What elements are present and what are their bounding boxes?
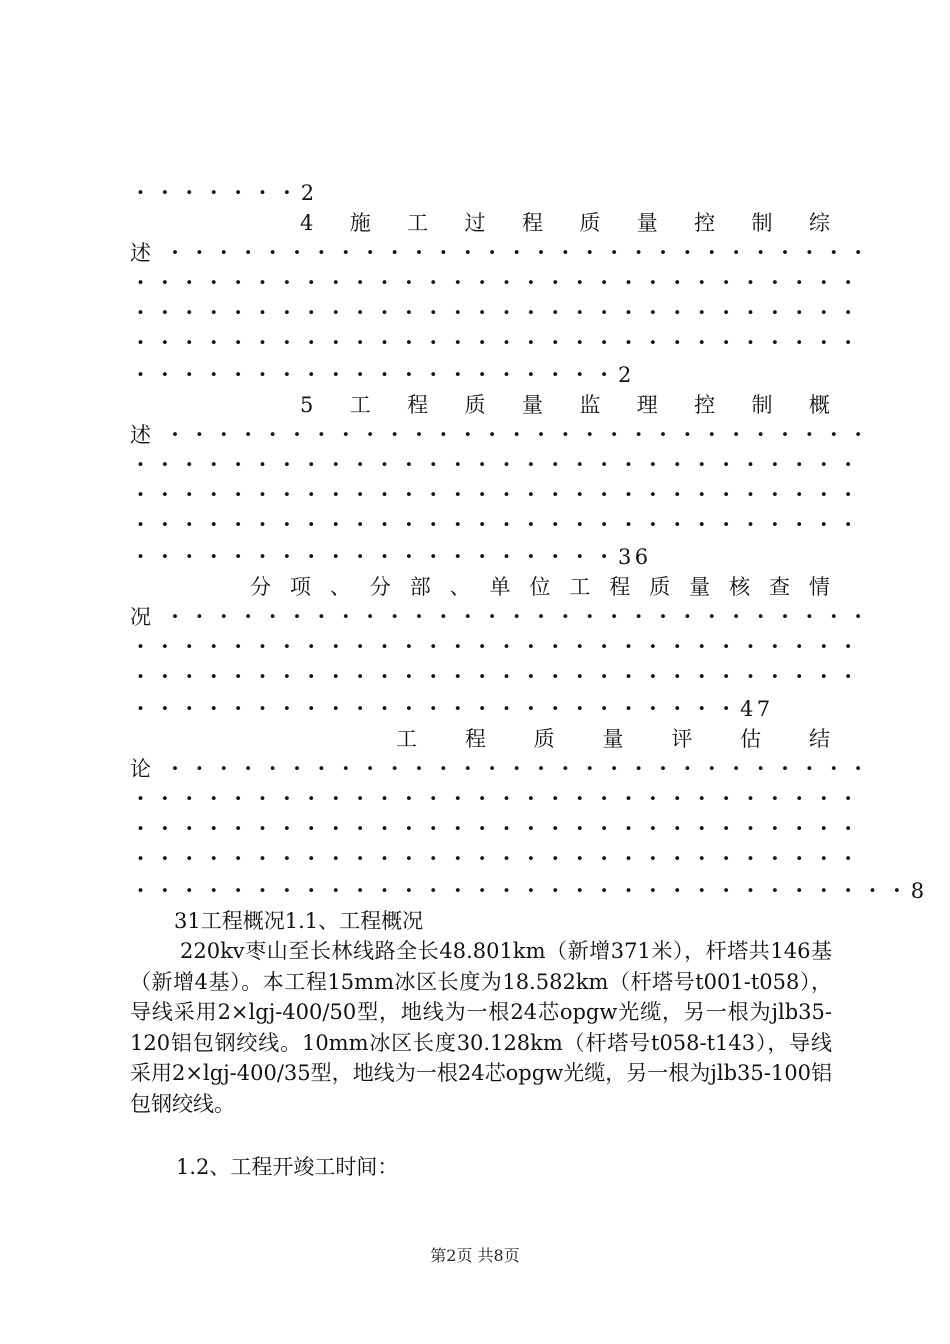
- toc-entry-4-title[interactable]: [300, 208, 830, 238]
- toc-title-char: 控: [694, 211, 716, 235]
- toc-row-tail: ・・・・・・・2: [130, 181, 318, 205]
- toc-dot-leader: ・・・・・・・・・・・・・・・・・・・・・・・・・・・・・・: [130, 513, 862, 537]
- toc-entry-6-continuation: 况 ・・・・・・・・・・・・・・・・・・・・・・・・・・・・・: [130, 605, 873, 629]
- toc-title-char: 4: [300, 211, 314, 235]
- toc-title-char: 项: [289, 575, 311, 599]
- toc-title-char: 核: [729, 575, 751, 599]
- toc-title-char: 综: [808, 211, 830, 235]
- toc-title-char: 工: [407, 211, 429, 235]
- toc-title-char: 估: [740, 727, 762, 751]
- toc-title-char: 控: [694, 393, 716, 417]
- toc-title-char: 监: [579, 393, 601, 417]
- toc-dot-leader: ・・・・・・・・・・・・・・・・・・・・・・・・・・・・・・: [130, 271, 862, 295]
- project-overview-paragraph: 220kv枣山至长林线路全长48.801km（新增371米），杆塔共146基（新增4基）。本工程15mm冰区长度为18.582km（杆塔号t001-t058），导线采用2×lgj-400/50型，地线为一根24芯opgw光缆，另一根为jlb35-120铝包钢绞线。10mm冰区长度30.128km（杆塔号t058-t143），导线采用2×lgj-400/35型，地线为一根24芯opgw光缆，另一根为jlb35-100铝包钢绞线。: [130, 939, 832, 1116]
- toc-title-char: 、: [329, 575, 351, 599]
- toc-title-char: 评: [671, 727, 693, 751]
- toc-title-char: 结: [808, 727, 830, 751]
- toc-dot-leader: ・・・・・・・・・・・・・・・・・・・・・・・・・・・・・・: [130, 665, 862, 689]
- toc-title-char: 量: [689, 575, 711, 599]
- toc-title-char: 施: [349, 211, 371, 235]
- toc-title-char: 程: [609, 575, 631, 599]
- toc-entry-7-continuation: 论 ・・・・・・・・・・・・・・・・・・・・・・・・・・・・・: [130, 757, 873, 781]
- toc-title-char: 情: [808, 575, 830, 599]
- toc-entry-6-page: ・・・・・・・・・・・・・・・・・・・・・・・・・47: [130, 697, 774, 721]
- toc-dot-leader: ・・・・・・・・・・・・・・・・・・・・・・・・・・・・・・: [130, 331, 862, 355]
- toc-title-char: 质: [464, 393, 486, 417]
- toc-title-char: 量: [602, 727, 624, 751]
- toc-title-char: 5: [300, 393, 314, 417]
- toc-dot-leader: ・・・・・・・・・・・・・・・・・・・・・・・・・・・・・・: [130, 635, 862, 659]
- toc-title-char: 工: [569, 575, 591, 599]
- toc-dot-leader: ・・・・・・・・・・・・・・・・・・・・・・・・・・・・・・: [130, 817, 862, 841]
- toc-title-char: 查: [768, 575, 790, 599]
- toc-title-char: 质: [649, 575, 671, 599]
- toc-title-char: 部: [409, 575, 431, 599]
- toc-entry-7-page: ・・・・・・・・・・・・・・・・・・・・・・・・・・・・・・・・8: [130, 879, 928, 903]
- toc-entry-5-title[interactable]: [300, 390, 830, 420]
- toc-entry-7-title[interactable]: [396, 724, 830, 754]
- toc-title-char: 概: [808, 393, 830, 417]
- toc-title-char: 工: [349, 393, 371, 417]
- toc-title-char: 程: [407, 393, 429, 417]
- subsection-heading: 1.2、工程开竣工时间：: [176, 1155, 399, 1179]
- toc-entry-4-continuation: 述 ・・・・・・・・・・・・・・・・・・・・・・・・・・・・・: [130, 241, 873, 265]
- toc-title-char: 理: [636, 393, 658, 417]
- toc-entry-4-page: ・・・・・・・・・・・・・・・・・・・・2: [130, 363, 635, 387]
- toc-title-char: 、: [449, 575, 471, 599]
- toc-title-char: 程: [464, 727, 486, 751]
- toc-title-char: 工: [396, 727, 417, 751]
- toc-title-char: 质: [579, 211, 601, 235]
- page-footer: 第2页 共8页: [430, 1246, 520, 1265]
- toc-dot-leader: ・・・・・・・・・・・・・・・・・・・・・・・・・・・・・・: [130, 301, 862, 325]
- section-heading: 31工程概况1.1、工程概况: [174, 909, 424, 933]
- toc-dot-leader: ・・・・・・・・・・・・・・・・・・・・・・・・・・・・・・: [130, 847, 862, 871]
- toc-dot-leader: ・・・・・・・・・・・・・・・・・・・・・・・・・・・・・・: [130, 483, 862, 507]
- toc-title-char: 量: [636, 211, 658, 235]
- toc-title-char: 制: [751, 393, 773, 417]
- toc-title-char: 质: [533, 727, 555, 751]
- toc-title-char: 位: [529, 575, 551, 599]
- toc-entry-6-title[interactable]: [250, 572, 830, 602]
- toc-dot-leader: ・・・・・・・・・・・・・・・・・・・・・・・・・・・・・・: [130, 787, 862, 811]
- toc-title-char: 制: [751, 211, 773, 235]
- toc-entry-5-continuation: 述 ・・・・・・・・・・・・・・・・・・・・・・・・・・・・・: [130, 423, 873, 447]
- toc-title-char: 程: [521, 211, 543, 235]
- toc-title-char: 量: [521, 393, 543, 417]
- toc-entry-5-page: ・・・・・・・・・・・・・・・・・・・・36: [130, 545, 652, 569]
- toc-dot-leader: ・・・・・・・・・・・・・・・・・・・・・・・・・・・・・・: [130, 453, 862, 477]
- toc-title-char: 过: [464, 211, 486, 235]
- toc-title-char: 分: [250, 575, 271, 599]
- toc-title-char: 分: [369, 575, 391, 599]
- toc-title-char: 单: [489, 575, 511, 599]
